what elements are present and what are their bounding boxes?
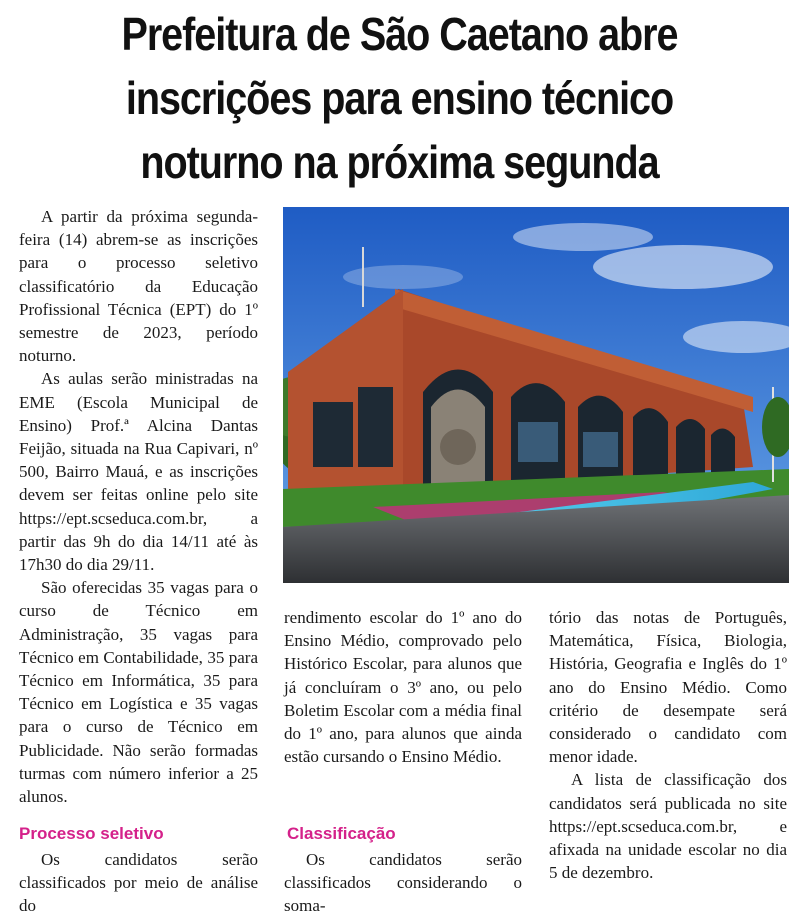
column-2-tail: [284, 848, 522, 918]
school-building-photo: [283, 207, 789, 583]
column-3: [549, 606, 787, 884]
section-title-classificacao: Classificação: [287, 824, 396, 843]
paragraph: Os candidatos serão classificados por meio de análise do: [19, 850, 258, 916]
column-2: [284, 606, 522, 768]
paragraph: A lista de classificação dos candidatos será publicada no site https://ept.scseduca.com.br, e afixada na unidade escolar no dia 5 de dezembro.: [549, 770, 787, 883]
paragraph: tório das notas de Português, Matemática, Física, Biologia, História, Geografia e Inglês do 1º ano do Ensino Médio. Como critério de desempate será considerado o candidato com menor idade.: [549, 608, 787, 767]
paragraph: rendimento escolar do 1º ano do Ensino Médio, comprovado pelo Histórico Escolar, para alunos que já concluíram o 3º ano, ou pelo Boletim Escolar com a média final do 1º ano, para alunos que ainda estão cursando o Ensino Médio.: [284, 608, 522, 767]
column-1: [19, 205, 258, 808]
column-1-tail: [19, 848, 258, 918]
paragraph: São oferecidas 35 vagas para o curso de Técnico em Administração, 35 vagas para Técnico em Contabilidade, 35 para Técnico em Informática, 35 para Técnico em Logística e 35 vagas para o curso de Técnico em Publicidade. Não serão formadas turmas com número inferior a 25 alunos.: [19, 578, 258, 807]
paragraph: Os candidatos serão classificados considerando o soma-: [284, 850, 522, 916]
section-title-processo-seletivo: Processo seletivo: [19, 824, 164, 843]
paragraph: A partir da próxima segunda-feira (14) abrem-se as inscrições para o processo seletivo classificatório da Educação Profissional Técnica (EPT) do 1º semestre de 2023, período noturno.: [19, 207, 258, 366]
paragraph: As aulas serão ministradas na EME (Escola Municipal de Ensino) Prof.ª Alcina Dantas Feijão, situada na Rua Capivari, nº 500, Bairro Mauá, e as inscrições devem ser feitas online pelo site https://ept.scseduca.com.br, a partir das 9h do dia 14/11 até às 17h30 do dia 29/11.: [19, 369, 258, 575]
article-headline: Prefeitura de São Caetano abre inscrições para ensino técnico noturno na próxima segunda: [121, 8, 678, 188]
